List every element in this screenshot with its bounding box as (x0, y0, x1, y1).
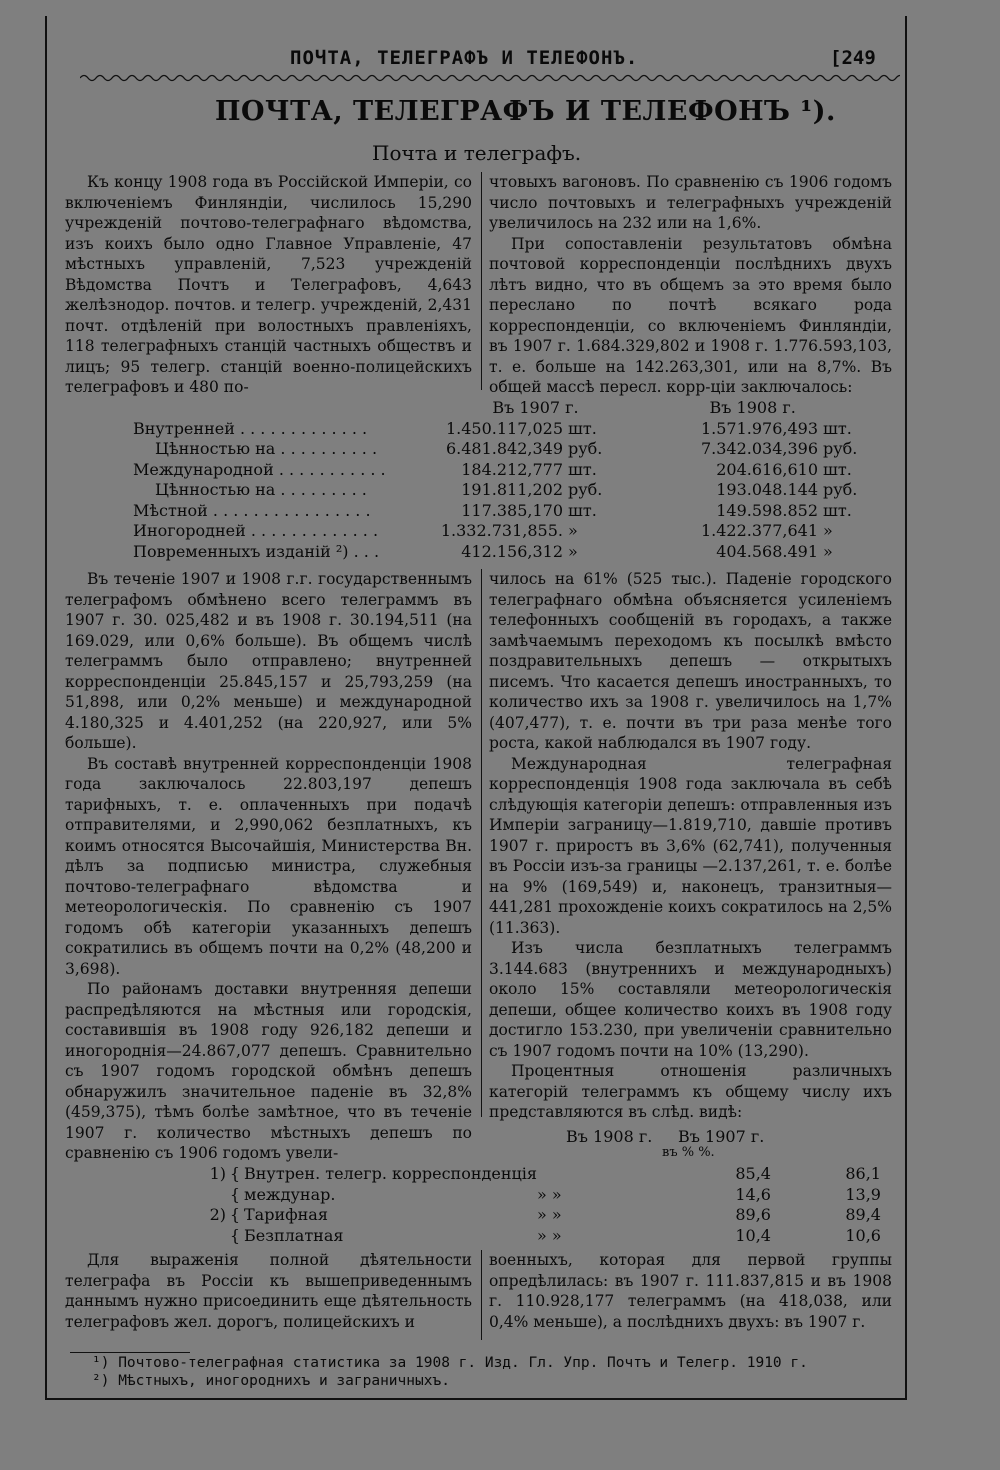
value-1907: 1.332.731,855. (440, 521, 563, 540)
pct-1908: 89,6 (735, 1205, 771, 1224)
column-divider (481, 1250, 482, 1340)
unit-1907: шт. (568, 500, 597, 520)
ditto-marks: » » (536, 1225, 562, 1245)
running-head: ПОЧТА, ТЕЛЕГРАФЪ И ТЕЛЕФОНЪ. (290, 47, 639, 69)
page-title: ПОЧТА, ТЕЛЕГРАФЪ И ТЕЛЕФОНЪ ¹). (215, 96, 836, 127)
unit-1907: руб. (568, 439, 603, 458)
intro-right-paragraph-2: При сопоставленіи результатовъ обмѣна почтовой корреспонденціи послѣднихъ двухъ лѣтъ видно, что въ общемъ за это время было переслано по почтѣ всякаго рода корреспонденціи, со включеніемъ Финляндіи, въ 1907 г. 1.684.329,802 и 1908 г. 1.776.593,103, т. е. больше на 142.263,301, или на 8,7%. Въ общей массѣ пересл. корр-ціи заключалось: (489, 234, 892, 396)
category-label: Тарифная (244, 1205, 328, 1224)
row-label: Цѣнностью на . . . . . . . . . (155, 480, 367, 499)
row-label: Иногородней . . . . . . . . . . . . . (133, 521, 379, 540)
unit-1908: шт. (823, 459, 852, 479)
value-1908: 1.422.377,641 (700, 521, 818, 540)
value-1908: 404.568.491 (716, 541, 818, 561)
telegraph-left-column (65, 569, 472, 1164)
value-1907: 191.811,202 (461, 480, 563, 499)
mail-stats-row (133, 521, 857, 542)
page-number: [249 (830, 47, 876, 69)
closing-right-column (489, 1250, 892, 1332)
value-1907: 6.481.842,349 (445, 439, 563, 458)
group-number: 2) (209, 1205, 226, 1224)
telegraph-left-paragraph-2: Въ составѣ внутренней корреспонденціи 1908 года заключалось 22.803,197 депешъ тарифныхъ, т. е. оплаченныхъ при подачѣ отправителями, и 2,990,062 безплатныхъ, къ коимъ относятся Высочайшія, Министерства Вн. дѣлъ за подписью министра, служебныя почтово-телеграфнаго вѣдомства и метеорологическія. По сравненію съ 1907 годомъ обѣ категоріи указанныхъ депешъ сократились въ общемъ почти на 0,2% (48,200 и 3,698). (65, 754, 472, 978)
pct-1907: 10,6 (845, 1225, 881, 1245)
mail-stats-row (133, 460, 857, 481)
footnote-1: ¹) Почтово-телеграфная статистика за 1908 г. Изд. Гл. Упр. Почтъ и Телегр. 1910 г. (92, 1355, 808, 1371)
row-label: Международной . . . . . . . . . . . (133, 459, 386, 479)
section-subtitle: Почта и телеграфъ. (372, 141, 582, 165)
value-1907: 117.385,170 (461, 500, 563, 520)
row-label: Повременныхъ изданій ²) . . . (133, 541, 380, 561)
value-1908: 193.048.144 (716, 480, 818, 499)
footnote-2: ²) Мѣстныхъ, иногороднихъ и заграничныхъ. (92, 1373, 450, 1389)
page-border-bottom (45, 1398, 907, 1400)
mail-stats-table (133, 398, 857, 562)
telegraph-right-paragraph-4: Процентныя отношенія различныхъ категорій телеграммъ къ общему числу ихъ представляются въ слѣд. видѣ: (489, 1062, 892, 1121)
value-1907: 184.212,777 (461, 459, 563, 479)
page-border-right (905, 16, 907, 1400)
pct-table (198, 1164, 881, 1246)
group-number: 1) (209, 1164, 226, 1183)
pct-header-1907: Въ 1907 г. (678, 1127, 765, 1146)
unit-1908: руб. (823, 480, 858, 499)
group-brace: { (229, 1205, 241, 1224)
pct-1908: 85,4 (735, 1164, 771, 1183)
row-label: Цѣнностью на . . . . . . . . . . (155, 439, 378, 458)
column-divider (481, 569, 482, 1117)
group-number (198, 1226, 226, 1247)
unit-1908: » (823, 521, 833, 540)
value-1907: 1.450.117,025 (445, 418, 563, 438)
mail-stats-row (133, 501, 857, 522)
group-brace: { (229, 1164, 241, 1183)
intro-left-paragraph: Къ концу 1908 года въ Россійской Имперіи, со включеніемъ Финляндіи, числилось 15,290 учрежденій почтово-телеграфнаго вѣдомства, изъ коихъ было одно Главное Управленіе, 47 мѣстныхъ управленій, 7,523 учрежденій Вѣдомства Почтъ и Телеграфовъ, 4,643 желѣзнодор. почтов. и телегр. учрежденій, 2,431 почт. отдѣленій при волостныхъ правленіяхъ, 118 телеграфныхъ станцій частныхъ обществъ и лицъ; 95 телегр. станцій военно-полицейскихъ телеграфовъ и 480 по- (65, 173, 472, 396)
telegraph-right-paragraph-2: Международная телеграфная корреспонденція 1908 года заключала въ себѣ слѣдующія категоріи депешъ: отправленныя изъ Имперіи заграницу—1.819,710, давшіе противъ 1907 г. приростъ въ 3,6% (62,741), полученныя въ Россіи изъ-за границы —2.137,261, т. е. болѣе на 9% (169,549) и, наконецъ, транзитныя—441,281 прохожденіе коихъ сократилось на 2,5% (11.363). (489, 754, 892, 937)
unit-1907: шт. (568, 418, 597, 438)
header-1907: Въ 1907 г. (492, 398, 579, 417)
row-label: Мѣстной . . . . . . . . . . . . . . . . (133, 500, 371, 520)
ditto-marks: » » (536, 1184, 562, 1204)
closing-right-paragraph: военныхъ, которая для первой группы опредѣлилась: въ 1907 г. 111.837,815 и въ 1908 г. 110.928,177 телеграммъ (на 418,038, или 0,4% меньше), а послѣднихъ двухъ: въ 1907 г. (489, 1251, 892, 1331)
group-number (198, 1185, 226, 1206)
group-brace: { (229, 1184, 241, 1204)
telegraph-left-paragraph-3: По районамъ доставки внутренняя депеши распредѣляются на мѣстныя или городскія, составившія въ 1908 году 926,182 депеши и иногороднія—24.867,077 депешъ. Сравнительно съ 1907 годомъ городской обмѣнъ депешъ обнаружилъ значительное паденіе въ 32,8% (459,375), тѣмъ болѣе замѣтное, что въ теченіе 1907 г. количество мѣстныхъ депешъ по сравненію съ 1906 годомъ увели- (65, 980, 472, 1162)
unit-1908: шт. (823, 418, 852, 438)
unit-1908: шт. (823, 500, 852, 520)
category-label: Внутрен. телегр. корреспонденція (244, 1164, 537, 1183)
column-divider (481, 172, 482, 390)
telegraph-right-paragraph-3: Изъ числа безплатныхъ телеграммъ 3.144.683 (внутреннихъ и международныхъ) около 15% составляли метеорологическія депеши, общее количество коихъ въ 1908 году достигло 153.230, при увеличеніи сравнительно съ 1907 годомъ почти на 10% (13,290). (489, 939, 892, 1060)
mail-stats-row (133, 419, 857, 440)
telegraph-left-paragraph-1: Въ теченіе 1907 и 1908 г.г. государственнымъ телеграфомъ обмѣнено всего телеграммъ въ 1907 г. 30. 025,482 и въ 1908 г. 30.194,511 (на 169.029, или 0,6% больше). Въ общемъ числѣ телеграммъ было отправлено; внутренней корреспонденціи 25.845,157 и 25,793,259 (на 51,898, или 0,2% меньше) и международной 4.180,325 и 4.401,252 (на 220,927, или 5% больше). (65, 570, 472, 752)
unit-1907: » (568, 521, 578, 540)
telegraph-right-column (489, 569, 892, 1123)
pct-row (198, 1205, 881, 1226)
category-label: междунар. (244, 1184, 336, 1204)
row-label: Внутренней . . . . . . . . . . . . . (133, 418, 368, 438)
pct-1907: 89,4 (845, 1205, 881, 1224)
pct-1908: 10,4 (735, 1225, 771, 1245)
intro-left-column (65, 172, 472, 398)
pct-1907: 13,9 (845, 1184, 881, 1204)
unit-1907: руб. (568, 480, 603, 499)
mail-stats-header (133, 398, 857, 419)
unit-1908: » (823, 541, 833, 561)
value-1908: 204.616,610 (716, 459, 818, 479)
ditto-marks: » » (536, 1205, 562, 1224)
intro-right-column (489, 172, 892, 398)
group-brace: { (229, 1225, 241, 1245)
intro-right-paragraph-1: чтовыхъ вагоновъ. По сравненію съ 1906 годомъ число почтовыхъ и телеграфныхъ учрежденій увеличилось на 232 или на 1,6%. (489, 173, 892, 232)
page-border-left (45, 16, 47, 1400)
pct-1907: 86,1 (845, 1164, 881, 1183)
value-1908: 7.342.034,396 (700, 439, 818, 458)
mail-stats-row (133, 480, 857, 501)
closing-left-paragraph: Для выраженія полной дѣятельности телеграфа въ Россіи къ вышеприведеннымъ даннымъ нужно присоединить еще дѣятельность телеграфовъ жел. дорогъ, полицейскихъ и (65, 1251, 472, 1331)
value-1907: 412.156,312 (461, 541, 563, 561)
pct-1908: 14,6 (735, 1184, 771, 1204)
footnote-rule (70, 1352, 190, 1353)
pct-header-1908: Въ 1908 г. (566, 1127, 653, 1146)
pct-row (198, 1164, 881, 1185)
mail-stats-row (133, 439, 857, 460)
category-label: Безплатная (244, 1225, 344, 1245)
unit-1907: » (568, 541, 578, 561)
unit-1907: шт. (568, 459, 597, 479)
value-1908: 1.571.976,493 (700, 418, 818, 438)
ditto-marks (537, 1164, 697, 1185)
closing-left-column (65, 1250, 472, 1332)
value-1908: 149.598.852 (716, 500, 818, 520)
pct-row (198, 1226, 881, 1247)
mail-stats-row (133, 542, 857, 563)
telegraph-right-paragraph-1: чилось на 61% (525 тыс.). Паденіе городского телеграфнаго обмѣна объясняется усиленіемъ телефонныхъ сообщеній въ городахъ, а также замѣчаемымъ переходомъ къ посылкѣ вмѣсто поздравительныхъ депешъ — открытыхъ писемъ. Что касается депешъ иностранныхъ, то количество ихъ за 1908 г. увеличилось на 1,7% (407,477), т. е. почти въ три раза менѣе того роста, какой наблюдался въ 1907 году. (489, 570, 892, 752)
wavy-rule (80, 73, 900, 83)
pct-row (198, 1185, 881, 1206)
header-1908: Въ 1908 г. (709, 398, 796, 417)
pct-unit: въ % %. (662, 1145, 715, 1160)
unit-1908: руб. (823, 439, 858, 458)
